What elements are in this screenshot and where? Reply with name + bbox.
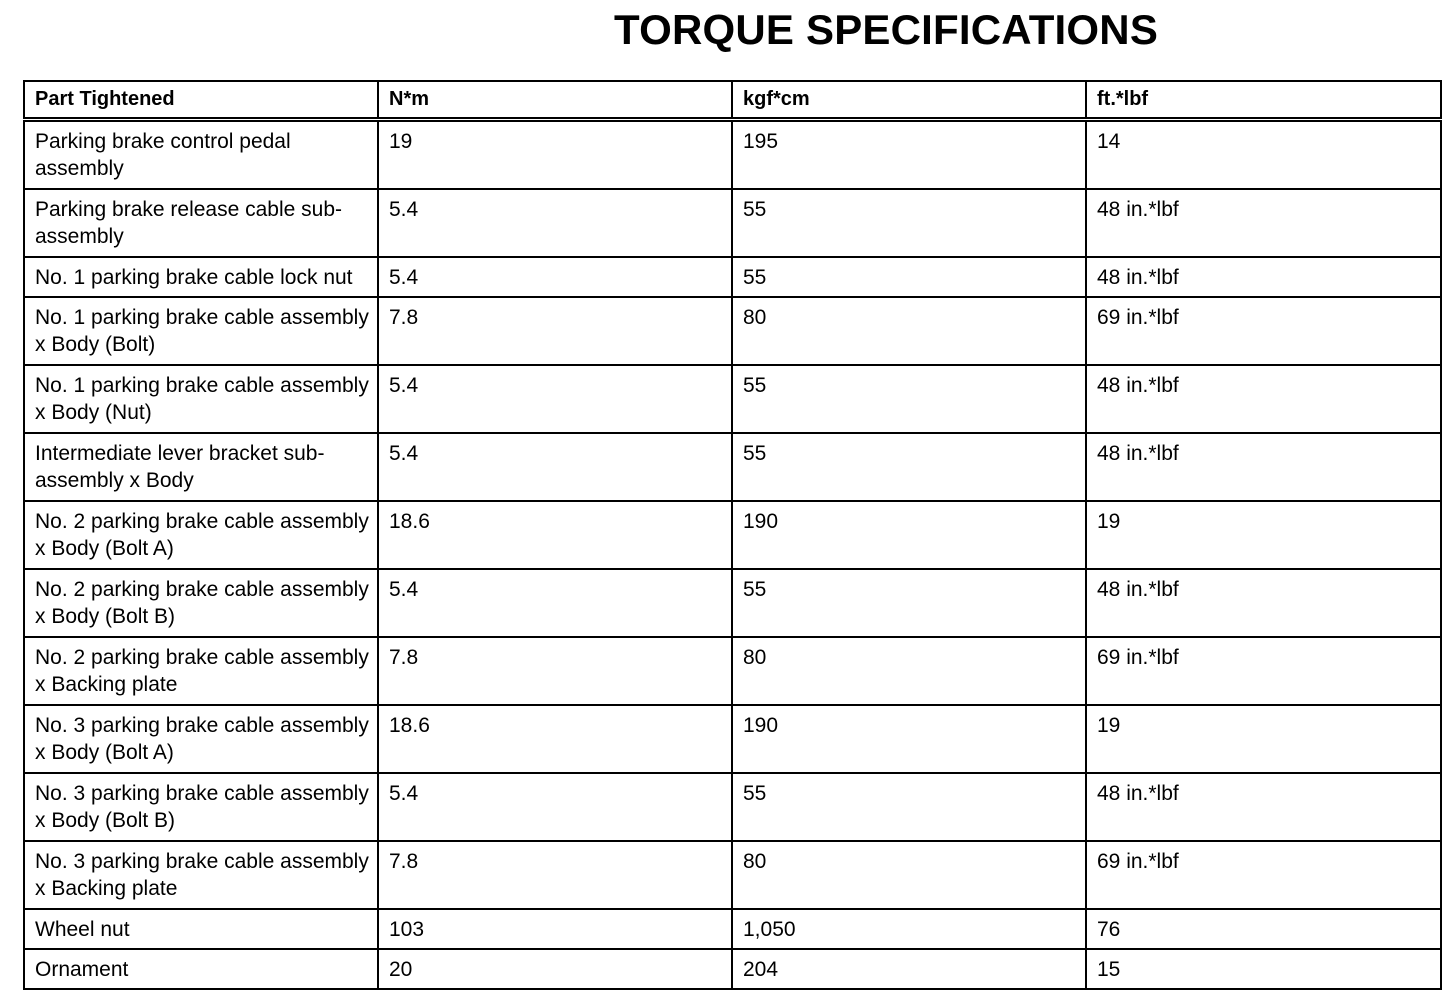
cell-part-tightened: No. 2 parking brake cable assembly x Body (Bolt A) xyxy=(24,501,378,569)
cell-part-tightened: Wheel nut xyxy=(24,909,378,949)
cell-part-tightened: No. 3 parking brake cable assembly x Backing plate xyxy=(24,841,378,909)
cell-nm: 18.6 xyxy=(378,705,732,773)
cell-nm: 5.4 xyxy=(378,189,732,257)
cell-nm: 5.4 xyxy=(378,773,732,841)
cell-ftlbf: 19 xyxy=(1086,705,1441,773)
cell-ftlbf: 48 in.*lbf xyxy=(1086,365,1441,433)
cell-kgfcm: 55 xyxy=(732,569,1086,637)
cell-kgfcm: 1,050 xyxy=(732,909,1086,949)
cell-kgfcm: 55 xyxy=(732,433,1086,501)
table-row xyxy=(24,705,1441,773)
cell-part-tightened: No. 2 parking brake cable assembly x Body (Bolt B) xyxy=(24,569,378,637)
cell-kgfcm: 80 xyxy=(732,297,1086,365)
column-header-ftlbf: ft.*lbf xyxy=(1086,81,1441,120)
table-row xyxy=(24,909,1441,949)
header-row xyxy=(24,81,1441,120)
table-row xyxy=(24,297,1441,365)
cell-ftlbf: 14 xyxy=(1086,120,1441,190)
cell-part-tightened: No. 1 parking brake cable assembly x Body (Bolt) xyxy=(24,297,378,365)
cell-nm: 7.8 xyxy=(378,297,732,365)
cell-nm: 5.4 xyxy=(378,365,732,433)
cell-nm: 7.8 xyxy=(378,637,732,705)
cell-part-tightened: No. 3 parking brake cable assembly x Body (Bolt A) xyxy=(24,705,378,773)
column-header-nm: N*m xyxy=(378,81,732,120)
table-row xyxy=(24,433,1441,501)
cell-kgfcm: 55 xyxy=(732,365,1086,433)
cell-ftlbf: 15 xyxy=(1086,949,1441,989)
cell-ftlbf: 69 in.*lbf xyxy=(1086,297,1441,365)
cell-kgfcm: 190 xyxy=(732,705,1086,773)
torque-spec-table xyxy=(23,80,1442,990)
cell-nm: 103 xyxy=(378,909,732,949)
cell-ftlbf: 19 xyxy=(1086,501,1441,569)
cell-nm: 5.4 xyxy=(378,569,732,637)
cell-ftlbf: 48 in.*lbf xyxy=(1086,773,1441,841)
cell-kgfcm: 55 xyxy=(732,257,1086,297)
cell-part-tightened: No. 1 parking brake cable assembly x Body (Nut) xyxy=(24,365,378,433)
table-row xyxy=(24,949,1441,989)
table-row xyxy=(24,189,1441,257)
cell-part-tightened: Ornament xyxy=(24,949,378,989)
column-header-kgfcm: kgf*cm xyxy=(732,81,1086,120)
table-row xyxy=(24,637,1441,705)
cell-part-tightened: Intermediate lever bracket sub-assembly x Body xyxy=(24,433,378,501)
cell-nm: 7.8 xyxy=(378,841,732,909)
cell-kgfcm: 80 xyxy=(732,637,1086,705)
cell-nm: 5.4 xyxy=(378,257,732,297)
column-header-part: Part Tightened xyxy=(24,81,378,120)
cell-nm: 20 xyxy=(378,949,732,989)
table-row xyxy=(24,365,1441,433)
cell-kgfcm: 55 xyxy=(732,189,1086,257)
cell-nm: 18.6 xyxy=(378,501,732,569)
cell-part-tightened: No. 3 parking brake cable assembly x Body (Bolt B) xyxy=(24,773,378,841)
cell-kgfcm: 55 xyxy=(732,773,1086,841)
table-row xyxy=(24,569,1441,637)
cell-part-tightened: Parking brake control pedal assembly xyxy=(24,120,378,190)
table-row xyxy=(24,501,1441,569)
cell-nm: 19 xyxy=(378,120,732,190)
cell-part-tightened: Parking brake release cable sub-assembly xyxy=(24,189,378,257)
cell-ftlbf: 69 in.*lbf xyxy=(1086,637,1441,705)
cell-ftlbf: 76 xyxy=(1086,909,1441,949)
cell-kgfcm: 195 xyxy=(732,120,1086,190)
cell-ftlbf: 48 in.*lbf xyxy=(1086,433,1441,501)
cell-ftlbf: 48 in.*lbf xyxy=(1086,257,1441,297)
cell-part-tightened: No. 2 parking brake cable assembly x Backing plate xyxy=(24,637,378,705)
cell-kgfcm: 80 xyxy=(732,841,1086,909)
table-body xyxy=(24,120,1441,990)
cell-part-tightened: No. 1 parking brake cable lock nut xyxy=(24,257,378,297)
table-row xyxy=(24,120,1441,190)
page-title: TORQUE SPECIFICATIONS xyxy=(614,6,1159,53)
table-row xyxy=(24,841,1441,909)
table-header xyxy=(24,81,1441,120)
cell-ftlbf: 48 in.*lbf xyxy=(1086,189,1441,257)
cell-ftlbf: 48 in.*lbf xyxy=(1086,569,1441,637)
table-row xyxy=(24,773,1441,841)
cell-nm: 5.4 xyxy=(378,433,732,501)
cell-kgfcm: 204 xyxy=(732,949,1086,989)
cell-kgfcm: 190 xyxy=(732,501,1086,569)
table-row xyxy=(24,257,1441,297)
cell-ftlbf: 69 in.*lbf xyxy=(1086,841,1441,909)
